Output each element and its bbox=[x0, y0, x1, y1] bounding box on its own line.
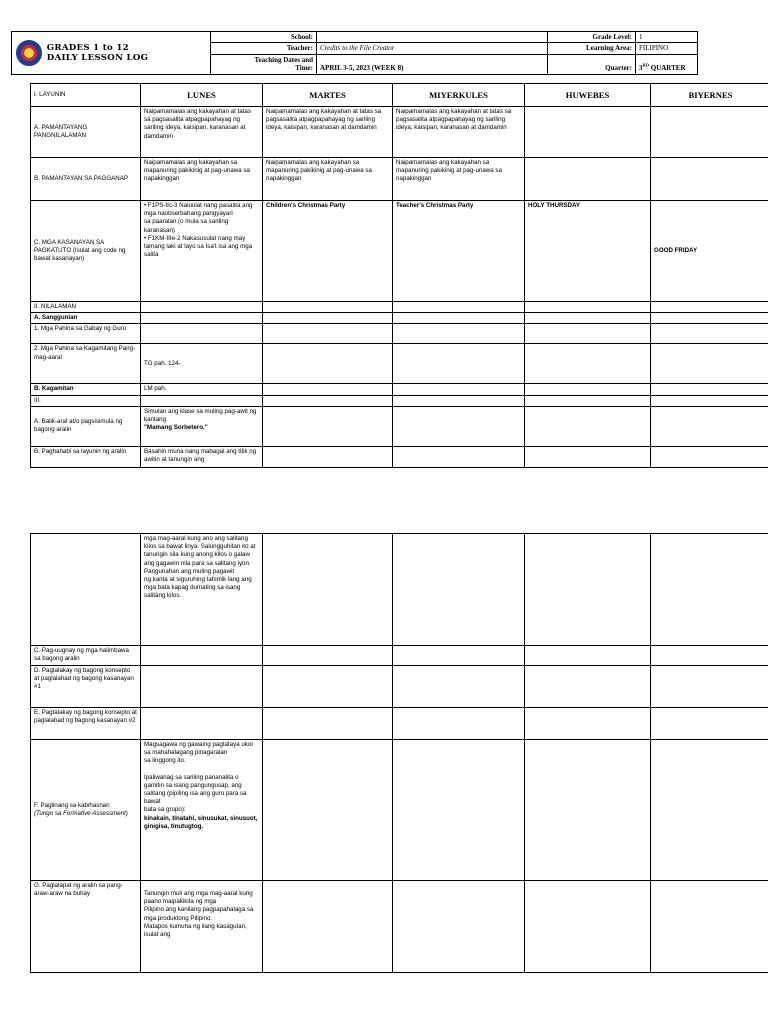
cell-pag-uugnay-tue bbox=[263, 646, 393, 666]
cell-sanggunian-thu bbox=[525, 313, 651, 324]
cell-nilalaman-wed bbox=[393, 302, 525, 313]
row-label-kagamitan: B. Kagamitan bbox=[31, 384, 141, 395]
cell-pagtalakay-2-thu bbox=[525, 708, 651, 740]
dates-label-line-2: Time: bbox=[295, 64, 313, 73]
cell-paglinang-mon bbox=[141, 740, 263, 881]
cell-continued-fri bbox=[651, 534, 768, 646]
row-label-paglalapat: G. Paglalapat ng aralin sa pang-araw-araw na buhay bbox=[31, 881, 141, 973]
day-header-mon: LUNES bbox=[141, 84, 263, 107]
row-label-paghahabi: B. Paghahabi sa layunin ng aralin bbox=[31, 446, 141, 467]
paglinang-mon-line-6: ginigisa, tinutugtog. bbox=[144, 822, 204, 830]
cell-pagtalakay-1-tue bbox=[263, 666, 393, 708]
dates-label-line-1: Teaching Dates and bbox=[254, 55, 313, 64]
paglinang-mon-line-2: sa linggong ito. bbox=[144, 757, 186, 765]
cell-paglinang-thu bbox=[525, 740, 651, 881]
paglalapat-mon-line-3: Matapos kumuha ng ilang kasagutan, isulat ang bbox=[144, 922, 247, 939]
spacer bbox=[144, 766, 259, 774]
day-header-wed: MIYERKULES bbox=[393, 84, 525, 107]
paglinang-mon-line-5: kinakain, tinatahi, sinusukat, sinusuot, bbox=[144, 814, 258, 822]
cell-kagamitang-wed bbox=[393, 344, 525, 384]
row-label-nilalaman: II. NILALAMAN bbox=[31, 302, 141, 313]
cell-iii-fri bbox=[651, 395, 768, 406]
kasanayan-mon-line-1 bbox=[144, 202, 259, 218]
cell-kagamitan-tue bbox=[263, 384, 393, 395]
cell-paglinang-tue bbox=[263, 740, 393, 881]
cell-balik-aral-thu bbox=[525, 406, 651, 446]
grade-label: Grade Level: bbox=[548, 32, 636, 43]
cell-kasanayan-thu: HOLY THURSDAY bbox=[525, 201, 651, 302]
cell-pagganap-mon: Naipamamalas ang kakayahan sa mapanuring pakikinig at pag-unawa sa napakinggan bbox=[141, 158, 263, 201]
cell-gabay-fri bbox=[651, 324, 768, 344]
cell-continued-wed bbox=[393, 534, 525, 646]
cell-kagamitang-fri bbox=[651, 344, 768, 384]
row-label-sanggunian: A. Sanggunian bbox=[31, 313, 141, 324]
balik-aral-mon-line-1: Simulan ang klase sa muling pag-awit ng kantang bbox=[144, 407, 257, 424]
cell-pag-uugnay-mon bbox=[141, 646, 263, 666]
cell-pagganap-wed: Naipamamalas ang kakayahan sa mapanuring pakikinig at pag-unawa sa napakinggan bbox=[393, 158, 525, 201]
row-label-pag-uugnay: C. Pag-uugnay ng mga halimbawa sa bagong aralin bbox=[31, 646, 141, 666]
school-value bbox=[317, 32, 548, 43]
cell-kagamitan-wed bbox=[393, 384, 525, 395]
row-label-balik-aral: A. Balik-aral at/o pagsisimula ng bagong aralin bbox=[31, 406, 141, 446]
cell-continued-thu bbox=[525, 534, 651, 646]
cell-kagamitan-thu bbox=[525, 384, 651, 395]
school-label: School: bbox=[211, 32, 317, 43]
row-label-pagganap: B. PAMANTAYAN SA PAGGANAP bbox=[31, 158, 141, 201]
day-header-fri: BIYERNES bbox=[651, 84, 768, 107]
cell-sanggunian-tue bbox=[263, 313, 393, 324]
cell-gabay-tue bbox=[263, 324, 393, 344]
paglinang-label-line-2: (Tungo sa Formative Assessment) bbox=[34, 810, 128, 817]
lesson-log-table-continued bbox=[30, 533, 768, 973]
day-header-thu: HUWEBES bbox=[525, 84, 651, 107]
paglinang-mon-line-3: Ipaliwanag sa sariling pananalita o gamitin sa isang pangungusap, ang salitang (pipiling isa ang guro para sa bawat bbox=[144, 773, 247, 806]
cell-balik-aral-tue bbox=[263, 406, 393, 446]
cell-kasanayan-tue: Children's Christmas Party bbox=[263, 201, 393, 302]
cell-gabay-thu bbox=[525, 324, 651, 344]
cell-kagamitang-mon: TG pah. 124- bbox=[141, 344, 263, 384]
cell-nilalaman-tue bbox=[263, 302, 393, 313]
cell-balik-aral-mon bbox=[141, 406, 263, 446]
cell-sanggunian-wed bbox=[393, 313, 525, 324]
kasanayan-mon-line-3: • F1KM-IIIe-2 Nakasusulat nang may tamang laki at layo sa Isa't isa ang mga bbox=[144, 234, 253, 251]
cell-pagganap-fri bbox=[651, 158, 768, 201]
row-label-pagtalakay-2: E. Pagtalakay ng bagong konsepto at paglalahad ng bagong kasanayan #2 bbox=[31, 708, 141, 740]
lesson-log-table bbox=[30, 83, 768, 468]
cell-paglalapat-wed bbox=[393, 881, 525, 973]
cell-continued-tue bbox=[263, 534, 393, 646]
cell-paghahabi-fri bbox=[651, 446, 768, 467]
cell-paghahabi-thu bbox=[525, 446, 651, 467]
quarter-text: QUARTER bbox=[649, 64, 686, 73]
cell-sanggunian-fri bbox=[651, 313, 768, 324]
cell-pagtalakay-1-thu bbox=[525, 666, 651, 708]
header-blank bbox=[698, 54, 768, 74]
teacher-label: Teacher: bbox=[211, 43, 317, 54]
cell-pag-uugnay-fri bbox=[651, 646, 768, 666]
row-label-pagtalakay-1: D. Pagtalakay ng bagong konsepto at paglalahad ng bagong kasanayan #1 bbox=[31, 666, 141, 708]
cell-iii-mon bbox=[141, 395, 263, 406]
cell-balik-aral-wed bbox=[393, 406, 525, 446]
area-label: Learning Area: bbox=[548, 43, 636, 54]
row-label-kagamitang: 2. Mga Pahina sa Kagamitang Pang-mag-aaral bbox=[31, 344, 141, 384]
cell-paghahabi-tue bbox=[263, 446, 393, 467]
cell-kagamitan-mon: LM pah. bbox=[141, 384, 263, 395]
cell-paghahabi-mon: Basahin muna nang mabagal ang titik ng awitin at tanungin ang bbox=[141, 446, 263, 467]
paglalapat-mon-line-2: Pilipino ang kanilang pagpapahalaga sa mga produktong Pilipino. bbox=[144, 906, 254, 922]
kasanayan-code-1: • F1PS-IIc-3 Naiuulat nang pasalita ang mga naobserbahang pangyayari bbox=[144, 202, 253, 218]
quarter-label: Quarter: bbox=[548, 54, 636, 74]
cell-pamantayang-tue: Naipamamalas ang kakayahan at tatas sa pagsasalita atpagpapahayag ng sariling ideya, kaisipan, karanasan at damdamin bbox=[263, 107, 393, 158]
cell-pag-uugnay-thu bbox=[525, 646, 651, 666]
cell-iii-thu bbox=[525, 395, 651, 406]
dates-label bbox=[211, 54, 317, 74]
cell-pagtalakay-1-wed bbox=[393, 666, 525, 708]
cell-iii-wed bbox=[393, 395, 525, 406]
quarter-suffix: RD bbox=[642, 62, 649, 68]
kasanayan-mon-line-2: sa paaralan (o mula sa sariling karanasan) bbox=[144, 218, 229, 234]
header-blank bbox=[698, 43, 768, 54]
cell-paglalapat-mon bbox=[141, 881, 263, 973]
deped-seal-icon bbox=[16, 40, 42, 66]
cell-kasanayan-mon bbox=[141, 201, 263, 302]
teacher-value: Credits to the File Creator bbox=[317, 43, 548, 54]
kasanayan-mon-line-4: salita bbox=[144, 251, 159, 259]
balik-aral-mon-line-2: "Mamang Sorbetero." bbox=[144, 424, 208, 432]
cell-gabay-mon bbox=[141, 324, 263, 344]
cell-kasanayan-wed: Teacher's Christmas Party bbox=[393, 201, 525, 302]
paglinang-mon-line-1: Magsagawa ng gawaing pagtataya ukol sa mahahalagang pinagaralan bbox=[144, 741, 253, 757]
cell-continued-mon bbox=[141, 534, 263, 646]
cell-paglalapat-tue bbox=[263, 881, 393, 973]
row-label-kasanayan: C. MGA KASANAYAN SA PAGKATUTO (Isulat ang code ng bawat kasanayan) bbox=[31, 201, 141, 302]
spacer bbox=[144, 882, 259, 890]
cell-kagamitan-fri bbox=[651, 384, 768, 395]
row-label-iii: III. bbox=[31, 395, 141, 406]
title-line-2: DAILY LESSON LOG bbox=[46, 52, 149, 63]
cell-pamantayang-mon: Naipamamalas ang kakayahan at tatas sa pagsasalita atpagpapahayag ng sariling ideya, kaisipan, karanasan at damdamin bbox=[141, 107, 263, 158]
continued-mon-text-1: mga mag-aaral kung ano ang salitang kilos sa bawat linya. Salungguhitan ito at tanungin sila kung anong kilos o galaw ang gagawin nila para sa salitang iyon. Pangunahan ang muling pagawit bbox=[144, 535, 256, 575]
area-value: FILIPINO bbox=[636, 43, 698, 54]
header-blank bbox=[698, 32, 768, 43]
cell-paglinang-fri bbox=[651, 740, 768, 881]
cell-nilalaman-thu bbox=[525, 302, 651, 313]
day-header-tue: MARTES bbox=[263, 84, 393, 107]
cell-nilalaman-mon bbox=[141, 302, 263, 313]
grade-value: 1 bbox=[636, 32, 698, 43]
cell-pagtalakay-2-fri bbox=[651, 708, 768, 740]
cell-pamantayang-fri bbox=[651, 107, 768, 158]
cell-paghahabi-wed bbox=[393, 446, 525, 467]
cell-pagganap-thu bbox=[525, 158, 651, 201]
quarter-number: 3 bbox=[639, 64, 643, 73]
cell-pag-uugnay-wed bbox=[393, 646, 525, 666]
quarter-value bbox=[636, 54, 698, 74]
cell-pagganap-tue: Naipamamalas ang kakayahan sa mapanuring pakikinig at pag-unawa sa napakinggan bbox=[263, 158, 393, 201]
cell-kagamitang-tue bbox=[263, 344, 393, 384]
cell-pamantayang-wed: Naipamamalas ang kakayahan at tatas sa pagsasalita atpagpapahayag ng sariling ideya, kaisipan, karanasan at damdamin bbox=[393, 107, 525, 158]
cell-pagtalakay-2-wed bbox=[393, 708, 525, 740]
cell-pagtalakay-1-fri bbox=[651, 666, 768, 708]
paglinang-label-line-1: F. Paglinang sa kabihasnan bbox=[34, 801, 110, 809]
cell-balik-aral-fri bbox=[651, 406, 768, 446]
cell-kagamitang-thu bbox=[525, 344, 651, 384]
row-label-pamantayang: A. PAMANTAYANG PANGNILALAMAN bbox=[31, 107, 141, 158]
title-line-1: GRADES 1 to 12 bbox=[46, 42, 129, 53]
cell-paglalapat-thu bbox=[525, 881, 651, 973]
cell-sanggunian-mon bbox=[141, 313, 263, 324]
row-label-gabay: 1. Mga Pahina sa Gabay ng Guro bbox=[31, 324, 141, 344]
cell-paglalapat-fri bbox=[651, 881, 768, 973]
paglalapat-mon-line-1: Tanungin muli ang mga mag-aaral kung paano maipakikita ng mga bbox=[144, 890, 253, 906]
cell-pagtalakay-1-mon bbox=[141, 666, 263, 708]
row-label-paglinang bbox=[31, 740, 141, 881]
section-layunin: I. LAYUNIN bbox=[31, 84, 141, 107]
header-table bbox=[11, 31, 768, 75]
dates-value: APRIL 3-5, 2023 (WEEK 8) bbox=[317, 54, 548, 74]
row-label-continued bbox=[31, 534, 141, 646]
header-logo-cell bbox=[12, 32, 211, 75]
cell-nilalaman-fri bbox=[651, 302, 768, 313]
continued-mon-text-2: ng kanta at siguruhing tahimik lang ang mga bata kapag dumating sa isang salitang kilos. bbox=[144, 576, 252, 600]
paglinang-mon-line-4: bata sa grupo): bbox=[144, 806, 186, 814]
cell-kasanayan-fri: GOOD FRIDAY bbox=[651, 201, 768, 302]
cell-pagtalakay-2-tue bbox=[263, 708, 393, 740]
cell-pagtalakay-2-mon bbox=[141, 708, 263, 740]
cell-pamantayang-thu bbox=[525, 107, 651, 158]
cell-paglinang-wed bbox=[393, 740, 525, 881]
cell-iii-tue bbox=[263, 395, 393, 406]
cell-gabay-wed bbox=[393, 324, 525, 344]
